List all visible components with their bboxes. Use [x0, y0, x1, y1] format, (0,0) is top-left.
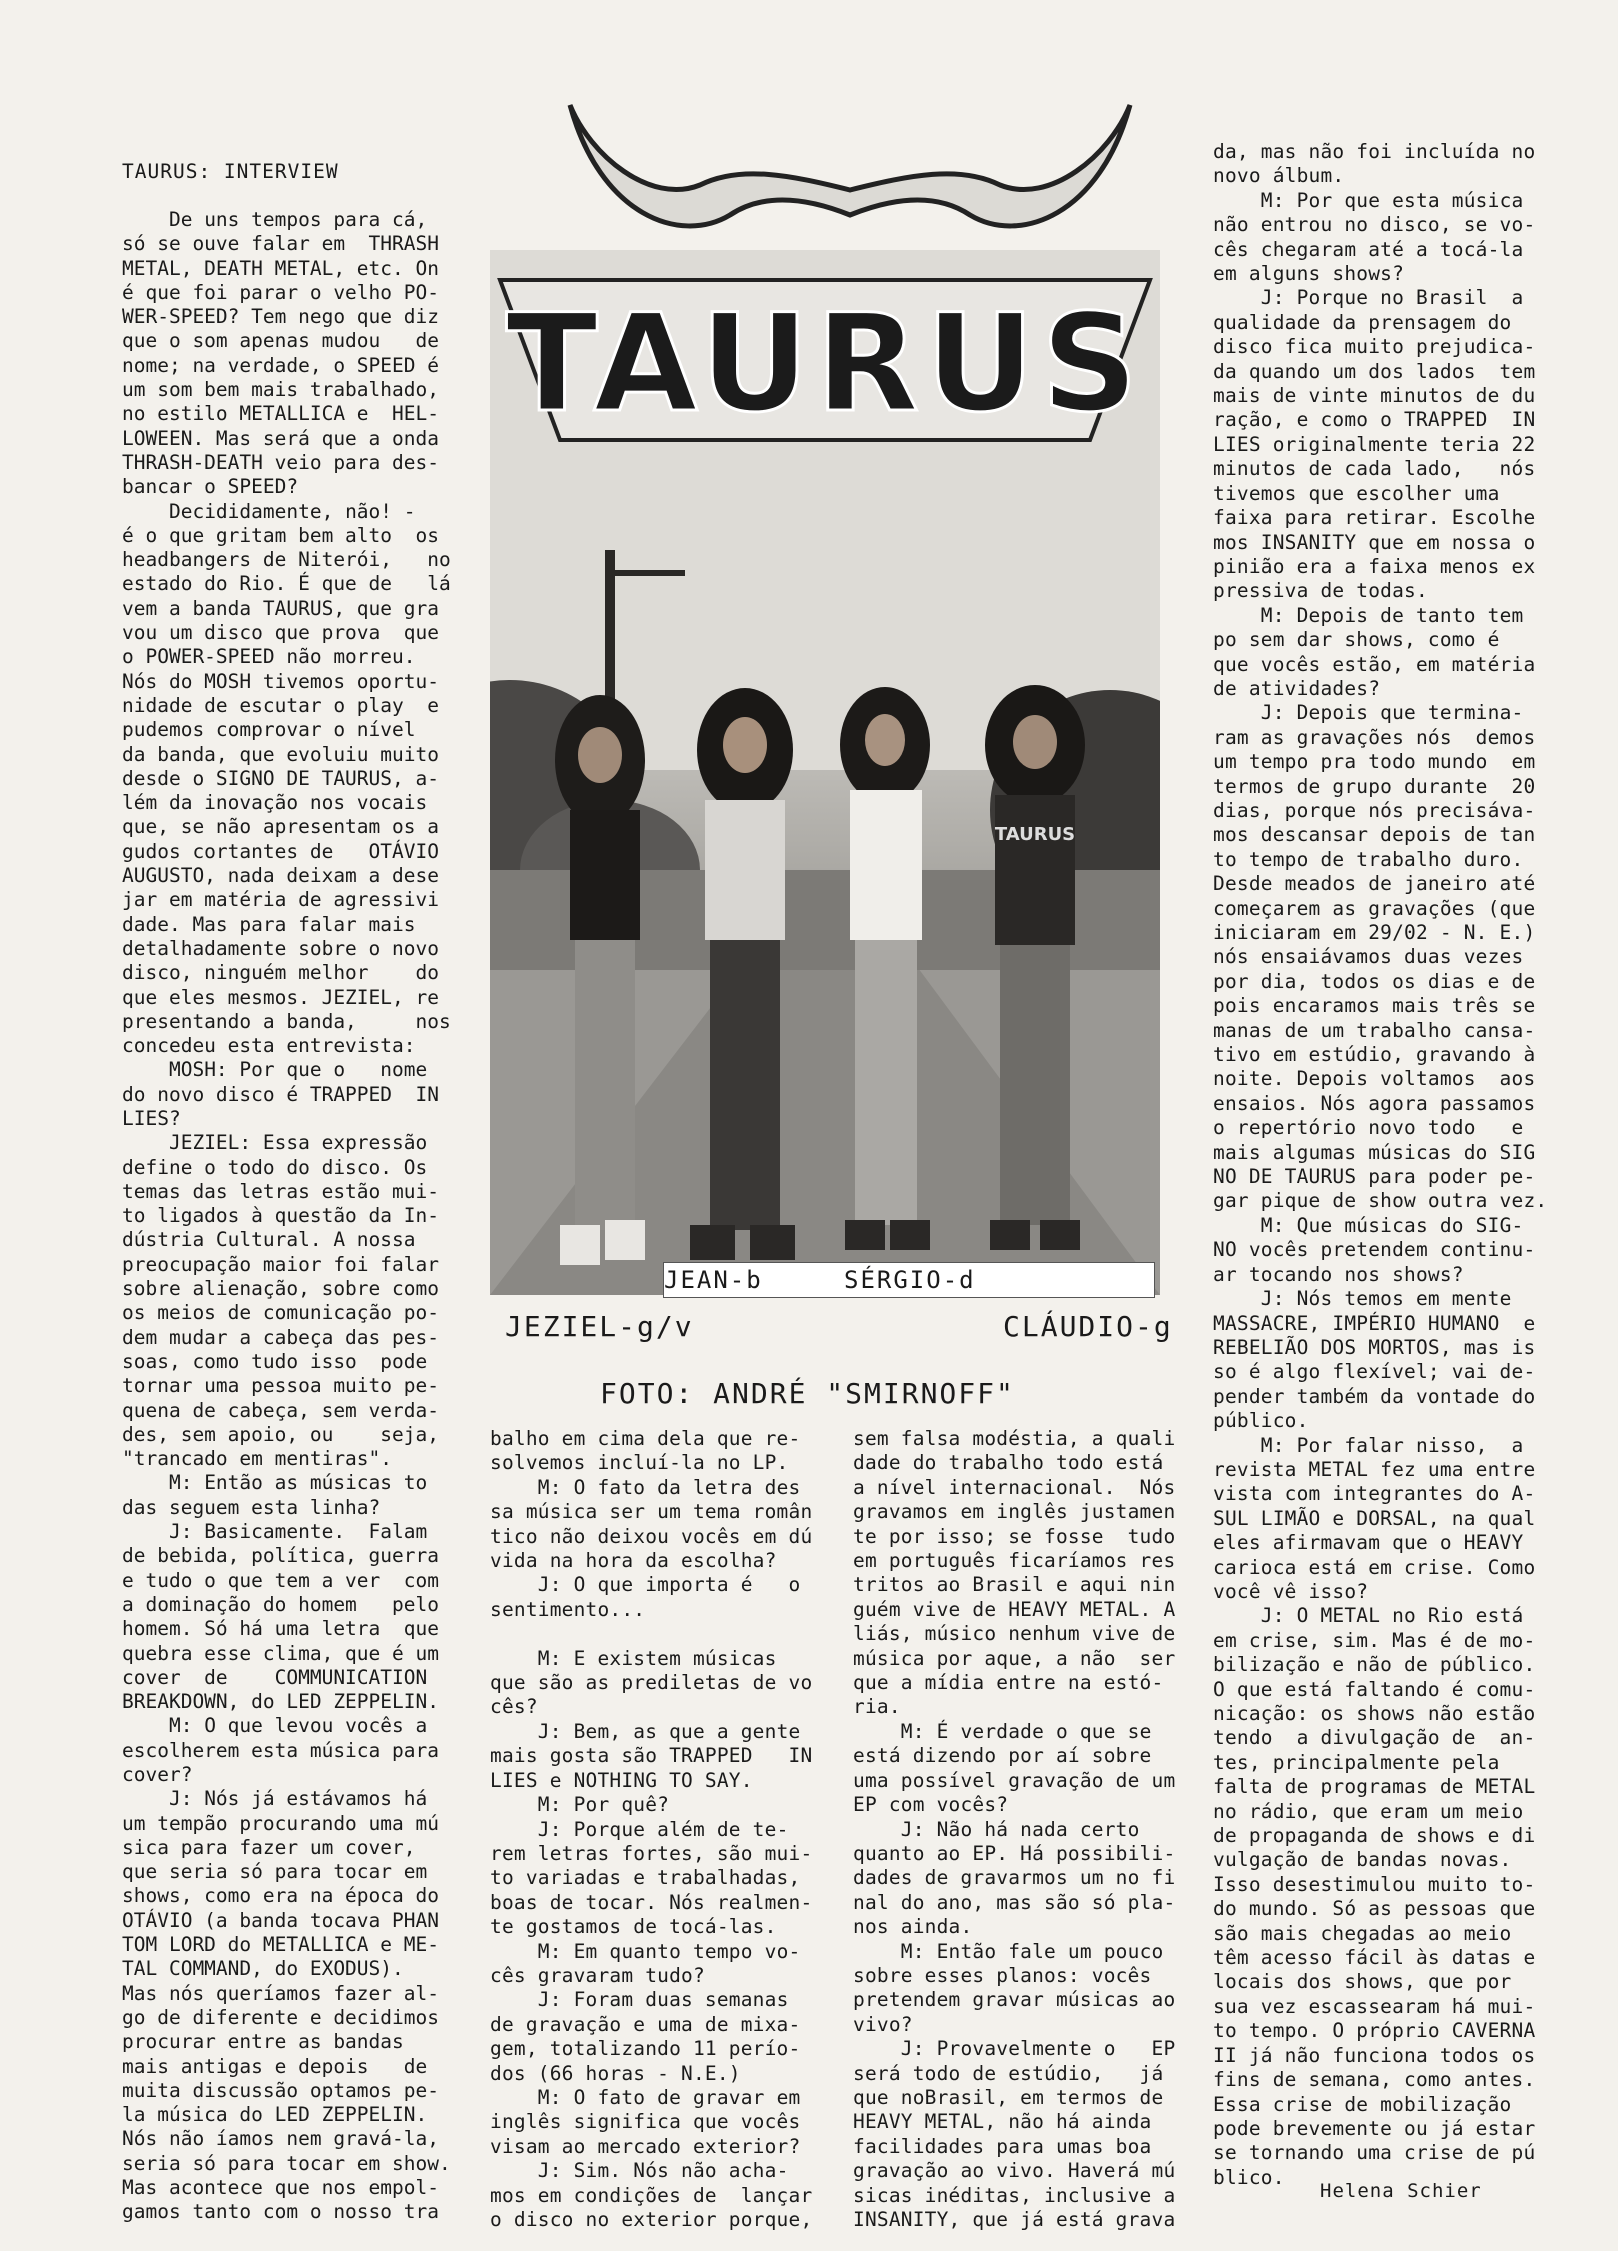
text-line: AUGUSTO, nada deixam a dese [122, 864, 439, 888]
text-line: dem mudar a cabeça das pes- [122, 1325, 439, 1349]
caption-sergio: SÉRGIO-d [844, 1266, 976, 1294]
text-line: começarem as gravações (que [1213, 896, 1536, 920]
text-line: vida na hora da escolha? [490, 1549, 777, 1573]
text-line: EP com vocês? [853, 1793, 1009, 1817]
text-line: fins de semana, como antes. [1213, 2068, 1536, 2092]
text-line: jar em matéria de agressivi [122, 888, 439, 912]
text-line: no estilo METALLICA e HEL- [122, 402, 439, 426]
text-line: pretendem gravar músicas ao [853, 1988, 1176, 2012]
text-line: um tempão procurando uma mú [122, 1811, 439, 1835]
text-line: Nós do MOSH tivemos oportu- [122, 669, 439, 693]
text-line: quanto ao EP. Há possibili- [853, 1841, 1176, 1865]
text-line: METAL, DEATH METAL, etc. On [122, 256, 439, 280]
text-line: la música do LED ZEPPELIN. [122, 2103, 428, 2127]
text-line: faixa para retirar. Escolhe [1213, 506, 1536, 530]
text-line: cover de COMMUNICATION [122, 1665, 428, 1689]
text-line: Decididamente, não! - [122, 499, 416, 523]
text-line: J: Sim. Nós não acha- [490, 2159, 789, 2183]
text-line: balho em cima dela que re- [490, 1427, 801, 1450]
text-line: tes, principalmente pela [1213, 1750, 1500, 1774]
text-line: so é algo flexível; vai de- [1213, 1360, 1536, 1384]
text-line: shows, como era na época do [122, 1884, 439, 1908]
text-line: bancar o SPEED? [122, 475, 299, 499]
text-line: lém da inovação nos vocais [122, 791, 428, 815]
text-line: termos de grupo durante 20 [1213, 774, 1536, 798]
text-line: dias, porque nós precisáva- [1213, 798, 1536, 822]
text-line: Desde meados de janeiro até [1213, 872, 1536, 896]
text-line: sicas inéditas, inclusive a [853, 2183, 1176, 2207]
text-line: J: Nós já estávamos há [122, 1787, 428, 1811]
text-line: visam ao mercado exterior? [490, 2134, 801, 2158]
text-line: vulgação de bandas novas. [1213, 1848, 1512, 1872]
text-line: II já não funciona todos os [1213, 2043, 1536, 2067]
text-line: ram as gravações nós demos [1213, 725, 1536, 749]
text-line: J: Provavelmente o EP [853, 2037, 1176, 2061]
text-line: é que foi parar o velho PO- [122, 280, 439, 304]
text-line: vou um disco que prova que [122, 621, 439, 645]
text-line: seria só para tocar em show. [122, 2151, 451, 2175]
text-line: cês? [490, 1695, 538, 1719]
text-line: nidade de escutar o play e [122, 693, 439, 717]
text-line: homem. Só há uma letra que [122, 1617, 439, 1641]
text-line: qualidade da prensagem do [1213, 310, 1512, 334]
text-line: que, se não apresentam os a [122, 815, 439, 839]
text-line: pender também da vontade do [1213, 1384, 1536, 1408]
text-line: pode brevemente ou já estar [1213, 2116, 1536, 2140]
text-line: só se ouve falar em THRASH [122, 232, 439, 256]
text-line: mais de vinte minutos de du [1213, 384, 1536, 408]
text-line: mais gosta são TRAPPED IN [490, 1744, 813, 1768]
text-line: gamos tanto com o nosso tra [122, 2200, 439, 2224]
text-line: revista METAL fez uma entre [1213, 1457, 1536, 1481]
text-line: inglês significa que vocês [490, 2110, 801, 2134]
text-line: sica para fazer um cover, [122, 1835, 416, 1859]
text-line: que eles mesmos. JEZIEL, re [122, 985, 439, 1009]
caption-jean: JEAN-b [664, 1266, 763, 1294]
text-line: cês gravaram tudo? [490, 1963, 705, 1987]
shirt-text: TAURUS [994, 824, 1076, 845]
text-line: rem letras fortes, são mui- [490, 1841, 813, 1865]
text-line: sobre esses planos: vocês [853, 1963, 1152, 1987]
text-line: desde o SIGNO DE TAURUS, a- [122, 766, 439, 790]
text-line: LIES originalmente teria 22 [1213, 432, 1536, 456]
band-photo-image [490, 250, 1160, 1295]
text-line: REBELIÃO DOS MORTOS, mas is [1213, 1335, 1536, 1359]
text-line: gudos cortantes de OTÁVIO [122, 839, 439, 863]
text-line: que a mídia entre na estó- [853, 1671, 1164, 1695]
text-line: blico. [1213, 2165, 1285, 2189]
text-line: se tornando uma crise de pú [1213, 2141, 1536, 2165]
text-line: INSANITY, que já está grava [853, 2208, 1176, 2231]
middle-column-2 [853, 1427, 1193, 2232]
text-line: noite. Depois voltamos aos [1213, 1067, 1536, 1091]
text-line: M: Então as músicas to [122, 1471, 428, 1495]
text-line: quena de cabeça, sem verda- [122, 1398, 439, 1422]
text-line: de propaganda de shows e di [1213, 1824, 1536, 1848]
text-line: De uns tempos para cá, [122, 208, 428, 231]
text-line: J: Não há nada certo [853, 1817, 1140, 1841]
text-line: to tempo de trabalho duro. [1213, 847, 1524, 871]
text-line: nome; na verdade, o SPEED é [122, 353, 439, 377]
text-line: das seguem esta linha? [122, 1495, 381, 1519]
text-line: to tempo. O próprio CAVERNA [1213, 2019, 1536, 2043]
text-line: uma possível gravação de um [853, 1768, 1176, 1792]
text-line: des, sem apoio, ou seja, [122, 1422, 439, 1446]
text-line: minutos de cada lado, nós [1213, 457, 1536, 481]
text-line: J: Basicamente. Falam [122, 1520, 428, 1544]
text-line: soas, como tudo isso pode [122, 1349, 428, 1373]
text-line: um tempo pra todo mundo em [1213, 750, 1536, 774]
text-line: quebra esse clima, que é um [122, 1641, 439, 1665]
text-line: mais algumas músicas do SIG [1213, 1140, 1536, 1164]
text-line: sentimento... [490, 1597, 646, 1621]
text-line: M: E existem músicas [490, 1646, 777, 1670]
text-line: tivemos que escolher uma [1213, 481, 1500, 505]
text-line: J: Depois que termina- [1213, 701, 1524, 725]
text-line: o repertório novo todo e [1213, 1116, 1524, 1140]
text-line: concedeu esta entrevista: [122, 1034, 416, 1058]
text-line: JEZIEL: Essa expressão [122, 1131, 428, 1155]
text-line: é o que gritam bem alto os [122, 523, 439, 547]
text-line: M: Que músicas do SIG- [1213, 1213, 1524, 1237]
text-line: procurar entre as bandas [122, 2030, 404, 2054]
text-line: ração, e como o TRAPPED IN [1213, 408, 1536, 432]
text-line: MOSH: Por que o nome [122, 1058, 428, 1082]
text-line: bilização e não de público. [1213, 1653, 1536, 1677]
text-line: cês chegaram até a tocá-la [1213, 237, 1524, 261]
text-line: define o todo do disco. Os [122, 1155, 428, 1179]
text-line: que vocês estão, em matéria [1213, 652, 1536, 676]
text-line: BREAKDOWN, do LED ZEPPELIN. [122, 1690, 439, 1714]
text-line: disco fica muito prejudica- [1213, 335, 1536, 359]
text-line: do novo disco é TRAPPED IN [122, 1082, 439, 1106]
text-line: está dizendo por aí sobre [853, 1744, 1152, 1768]
text-line: NO vocês pretendem continu- [1213, 1238, 1536, 1262]
text-line: pudemos comprovar o nível [122, 718, 416, 742]
text-line: você vê isso? [1213, 1579, 1369, 1603]
text-line: M: O que levou vocês a [122, 1714, 428, 1738]
text-line: detalhadamente sobre o novo [122, 936, 439, 960]
text-line: um som bem mais trabalhado, [122, 378, 439, 402]
text-line: música por aque, a não ser [853, 1646, 1176, 1670]
label-claudio: CLÁUDIO-g [1003, 1310, 1173, 1343]
text-line: J: Porque além de te- [490, 1817, 789, 1841]
left-column [122, 208, 462, 2225]
text-line: iniciaram em 29/02 - N. E.) [1213, 921, 1536, 944]
text-line: sobre alienação, sobre como [122, 1277, 439, 1301]
text-line: M: Depois de tanto tem [1213, 603, 1524, 627]
text-line: temas das letras estão mui- [122, 1179, 439, 1203]
text-line: a nível internacional. Nós [853, 1475, 1176, 1499]
text-line: que noBrasil, em termos de [853, 2085, 1164, 2109]
text-line: M: Por que esta música [1213, 188, 1524, 212]
text-line: presentando a banda, nos [122, 1009, 451, 1033]
text-line: guém vive de HEAVY METAL. A [853, 1597, 1176, 1621]
text-line: solvemos incluí-la no LP. [490, 1451, 789, 1475]
text-line: sa música ser um tema român [490, 1500, 813, 1524]
text-line: de bebida, política, guerra [122, 1544, 439, 1568]
text-line: no rádio, que eram um meio [1213, 1799, 1524, 1823]
text-line: em português ficaríamos res [853, 1549, 1176, 1573]
text-line: da banda, que evoluiu muito [122, 742, 439, 766]
text-line: por dia, todos os dias e de [1213, 969, 1536, 993]
text-line: J: O que importa é o [490, 1573, 801, 1597]
text-line: nós ensaiávamos duas vezes [1213, 945, 1524, 969]
text-line: nal do ano, mas são só pla- [853, 1890, 1176, 1914]
text-line: ar tocando nos shows? [1213, 1262, 1464, 1286]
text-line: eles afirmavam que o HEAVY [1213, 1531, 1524, 1555]
text-line: TAL COMMAND, do EXODUS). [122, 1957, 404, 1981]
text-line: será todo de estúdio, já [853, 2061, 1164, 2085]
text-line: Isso desestimulou muito to- [1213, 1872, 1536, 1896]
text-line: to ligados à questão da In- [122, 1204, 439, 1228]
text-line: muita discussão optamos pe- [122, 2078, 439, 2102]
text-line: M: O fato de gravar em [490, 2085, 801, 2109]
text-line: disco, ninguém melhor do [122, 961, 439, 985]
text-line: tico não deixou vocês em dú [490, 1524, 813, 1548]
text-line: tendo a divulgação de an- [1213, 1726, 1536, 1750]
text-line: os meios de comunicação po- [122, 1301, 439, 1325]
text-line: M: Por quê? [490, 1793, 670, 1817]
text-line: são mais chegadas ao meio [1213, 1921, 1512, 1945]
text-line: de atividades? [1213, 676, 1381, 700]
text-line: ria. [853, 1695, 901, 1719]
text-line: NO DE TAURUS para poder pe- [1213, 1165, 1536, 1189]
text-line: dos (66 horas - N.E.) [490, 2061, 741, 2085]
text-line: OTÁVIO (a banda tocava PHAN [122, 1908, 439, 1932]
text-line: tritos ao Brasil e aqui nin [853, 1573, 1176, 1597]
text-line: ensaios. Nós agora passamos [1213, 1091, 1536, 1115]
text-line: que são as prediletas de vo [490, 1671, 813, 1695]
text-line: cover? [122, 1763, 193, 1786]
text-line: da quando um dos lados tem [1213, 359, 1536, 383]
text-line: não entrou no disco, se vo- [1213, 213, 1536, 237]
text-line: WER-SPEED? Tem nego que diz [122, 305, 439, 329]
text-line: gravação ao vivo. Haverá mú [853, 2159, 1176, 2183]
text-line: de gravação e uma de mixa- [490, 2012, 801, 2036]
text-line: gem, totalizando 11 perío- [490, 2037, 801, 2061]
text-line: SUL LIMÃO e DORSAL, na qual [1213, 1506, 1536, 1530]
text-line: boas de tocar. Nós realmen- [490, 1890, 813, 1914]
text-line: pinião era a faixa menos ex [1213, 554, 1536, 578]
text-line: sua vez escassearam há mui- [1213, 1994, 1536, 2018]
text-line: da, mas não foi incluída no [1213, 140, 1536, 163]
text-line: HEAVY METAL, não há ainda [853, 2110, 1152, 2134]
text-line: vem a banda TAURUS, que gra [122, 596, 439, 620]
band-photo [490, 250, 1160, 1295]
text-line: vista com integrantes do A- [1213, 1482, 1536, 1506]
text-line: Nós não íamos nem gravá-la, [122, 2127, 439, 2151]
text-line: a dominação do homem pelo [122, 1592, 439, 1616]
text-line: falta de programas de METAL [1213, 1775, 1536, 1799]
label-jeziel: JEZIEL-g/v [505, 1310, 694, 1343]
text-line: o POWER-SPEED não morreu. [122, 645, 416, 669]
logo-text: TAURUS [505, 285, 1145, 442]
text-line [490, 1622, 830, 1646]
photo-caption-box [663, 1262, 1155, 1298]
text-line: facilidades para umas boa [853, 2134, 1152, 2158]
text-line: dades de gravarmos um no fi [853, 1866, 1176, 1890]
text-line: THRASH-DEATH veio para des- [122, 450, 439, 474]
text-line: do mundo. Só as pessoas que [1213, 1897, 1536, 1921]
text-line: carioca está em crise. Como [1213, 1555, 1536, 1579]
text-line: M: É verdade o que se [853, 1719, 1152, 1743]
text-line: em crise, sim. Mas é de mo- [1213, 1628, 1536, 1652]
text-line: dade do trabalho todo está [853, 1451, 1164, 1475]
text-line: te gostamos de tocá-las. [490, 1915, 777, 1939]
author-signature: Helena Schier [1320, 2180, 1482, 2202]
text-line: po sem dar shows, como é [1213, 628, 1500, 652]
text-line: M: Por falar nisso, a [1213, 1433, 1524, 1457]
text-line: Mas nós queríamos fazer al- [122, 1981, 439, 2005]
text-line: mais antigas e depois de [122, 2054, 428, 2078]
text-line: que o som apenas mudou de [122, 329, 439, 353]
text-line: e tudo o que tem a ver com [122, 1568, 439, 1592]
text-line: gar pique de show outra vez. [1213, 1189, 1548, 1213]
text-line: mos descansar depois de tan [1213, 823, 1536, 847]
text-line: público. [1213, 1409, 1309, 1433]
text-line: que seria só para tocar em [122, 1860, 428, 1884]
text-line: M: O fato da letra des [490, 1475, 801, 1499]
text-line: gravamos em inglês justamen [853, 1500, 1176, 1524]
middle-column-1 [490, 1427, 830, 2232]
text-line: sem falsa modéstia, a quali [853, 1427, 1176, 1450]
text-line: LOWEEN. Mas será que a onda [122, 426, 439, 450]
text-line: Essa crise de mobilização [1213, 2092, 1512, 2116]
band-member-4 [985, 685, 1085, 1250]
text-line: preocupação maior foi falar [122, 1252, 439, 1276]
text-line: MASSACRE, IMPÉRIO HUMANO e [1213, 1311, 1536, 1335]
text-line: nicação: os shows não estão [1213, 1702, 1536, 1725]
text-line: manas de um trabalho cansa- [1213, 1018, 1536, 1042]
text-line: J: Nós temos em mente [1213, 1287, 1512, 1311]
text-line: vivo? [853, 2012, 913, 2036]
text-line: o disco no exterior porque, [490, 2208, 813, 2231]
text-line: dade. Mas para falar mais [122, 912, 416, 936]
text-line: go de diferente e decidimos [122, 2005, 439, 2029]
text-line: Mas acontece que nos empol- [122, 2176, 439, 2200]
text-line: headbangers de Niterói, no [122, 548, 451, 572]
text-line: O que está faltando é comu- [1213, 1677, 1536, 1701]
text-line: mos INSANITY que em nossa o [1213, 530, 1536, 554]
text-line: tornar uma pessoa muito pe- [122, 1374, 439, 1398]
text-line: TOM LORD do METALLICA e ME- [122, 1933, 439, 1957]
text-line: M: Em quanto tempo vo- [490, 1939, 801, 1963]
right-column [1213, 140, 1559, 2190]
text-line: tivo em estúdio, gravando à [1213, 1043, 1536, 1067]
text-line: J: Foram duas semanas [490, 1988, 789, 2012]
text-line: J: Porque no Brasil a [1213, 286, 1524, 310]
article-headline: TAURUS: INTERVIEW [122, 160, 339, 183]
text-line: pressiva de todas. [1213, 579, 1428, 603]
text-line: pois encaramos mais três se [1213, 994, 1536, 1018]
text-line: novo álbum. [1213, 164, 1345, 188]
text-line: to variadas e trabalhadas, [490, 1866, 801, 1890]
text-line: estado do Rio. É que de lá [122, 572, 451, 596]
text-line: nos ainda. [853, 1915, 973, 1939]
text-line: te por isso; se fosse tudo [853, 1524, 1176, 1548]
text-line: em alguns shows? [1213, 262, 1405, 286]
text-line: mos em condições de lançar [490, 2183, 813, 2207]
text-line: têm acesso fácil às datas e [1213, 1946, 1536, 1970]
text-line: "trancado em mentiras". [122, 1447, 393, 1471]
text-line: locais dos shows, que por [1213, 1970, 1512, 1994]
text-line: J: Bem, as que a gente [490, 1719, 801, 1743]
text-line: J: O METAL no Rio está [1213, 1604, 1524, 1628]
text-line: escolherem esta música para [122, 1738, 439, 1762]
text-line: liás, músico nenhum vive de [853, 1622, 1176, 1646]
photo-credit: FOTO: ANDRÉ "SMIRNOFF" [600, 1377, 1015, 1410]
text-line: LIES? [122, 1106, 181, 1130]
text-line: LIES e NOTHING TO SAY. [490, 1768, 753, 1792]
text-line: dústria Cultural. A nossa [122, 1228, 416, 1252]
text-line: M: Então fale um pouco [853, 1939, 1164, 1963]
